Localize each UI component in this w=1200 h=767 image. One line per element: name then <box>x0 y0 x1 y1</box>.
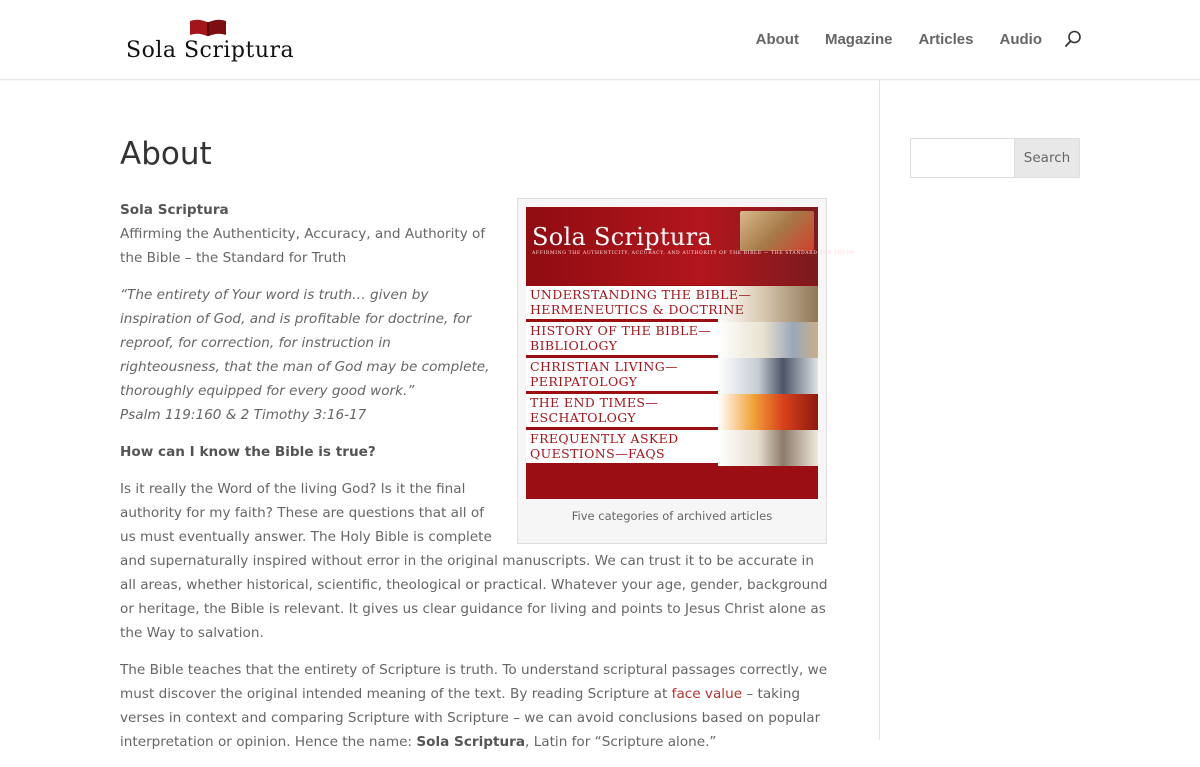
scripture-quote <box>120 283 492 427</box>
site-header <box>0 0 1200 80</box>
figure-banner-subtitle: AFFIRMING THE AUTHENTICITY, ACCURACY, AND AUTHORITY OF THE BIBLE — THE STANDARD FOR TRUTH <box>532 251 855 256</box>
section-heading: How can I know the Bible is true? <box>120 444 376 460</box>
category-label: CHRISTIAN LIVING— PERIPATOLOGY <box>530 359 679 389</box>
paragraph-1-text: Is it really the Word of the living God? Is it the final authority for my faith? These are questions that all of us must eventually answer. The Holy Bible is complete and supernaturally inspired without error in the original manuscripts. We can trust it to be accurate in all areas, whether historical, scientific, theological or practical. Whatever your age, gender, background or heritage, the Bible is relevant. It gives us clear guidance for living and points to Jesus Christ alone as the Way to salvation. <box>120 477 830 645</box>
nav-item-audio[interactable]: Audio <box>999 30 1042 48</box>
article-body <box>120 198 830 767</box>
nav-item-about[interactable]: About <box>755 30 799 48</box>
figure-float-spacer <box>492 477 830 547</box>
sidebar-divider <box>879 80 880 740</box>
quote-reference: Psalm 119:160 & 2 Timothy 3:16-17 <box>120 407 367 423</box>
category-label: FREQUENTLY ASKED QUESTIONS—FAQS <box>530 431 679 461</box>
figure-caption: Five categories of archived articles <box>571 509 773 523</box>
sidebar-search <box>910 138 1080 178</box>
page-title: About <box>120 136 212 172</box>
paragraph-1 <box>120 477 830 645</box>
intro-name: Sola Scriptura <box>120 202 229 218</box>
paragraph-2-text: The Bible teaches that the entirety of Scripture is truth. To understand scriptural passages correctly, we must discover the original intended meaning of the text. By reading Scripture at <box>120 662 828 702</box>
figure-banner-title: Sola Scriptura <box>532 223 712 251</box>
main-nav <box>730 30 1082 48</box>
nav-item-articles[interactable]: Articles <box>918 30 974 48</box>
nav-item-magazine[interactable]: Magazine <box>824 30 893 48</box>
search-icon[interactable] <box>1064 30 1082 48</box>
category-label: HISTORY OF THE BIBLE— BIBLIOLOGY <box>530 323 712 353</box>
site-logo[interactable] <box>126 18 295 64</box>
category-label: THE END TIMES— ESCHATOLOGY <box>530 395 659 425</box>
open-book-icon <box>188 18 228 38</box>
logo-wordmark: Sola Scriptura <box>126 38 295 63</box>
category-label: UNDERSTANDING THE BIBLE— HERMENEUTICS & DOCTRINE <box>530 287 752 317</box>
intro-tagline: Affirming the Authenticity, Accuracy, and Authority of the Bible – the Standard for Truth <box>120 226 486 266</box>
face-value-link[interactable]: face value <box>671 686 743 702</box>
paragraph-2-bold: Sola Scriptura <box>416 734 526 750</box>
paragraph-2-text: , Latin for “Scripture alone.” <box>525 734 717 750</box>
search-button[interactable]: Search <box>1014 138 1080 178</box>
paragraph-2-text: – taking verses in context and comparing Scripture with Scripture – we can avoid conclusions based on popular interpretation or opinion. Hence the name: <box>120 686 821 750</box>
intro-paragraph <box>120 198 492 270</box>
paragraph-2 <box>120 658 830 754</box>
search-input[interactable] <box>910 138 1015 178</box>
quote-text: “The entirety of Your word is truth… given by inspiration of God, and is profitable for doctrine, for reproof, for correction, for instruction in righteousness, that the man of God may be complete, thoroughly equipped for every good work.” <box>120 287 490 399</box>
